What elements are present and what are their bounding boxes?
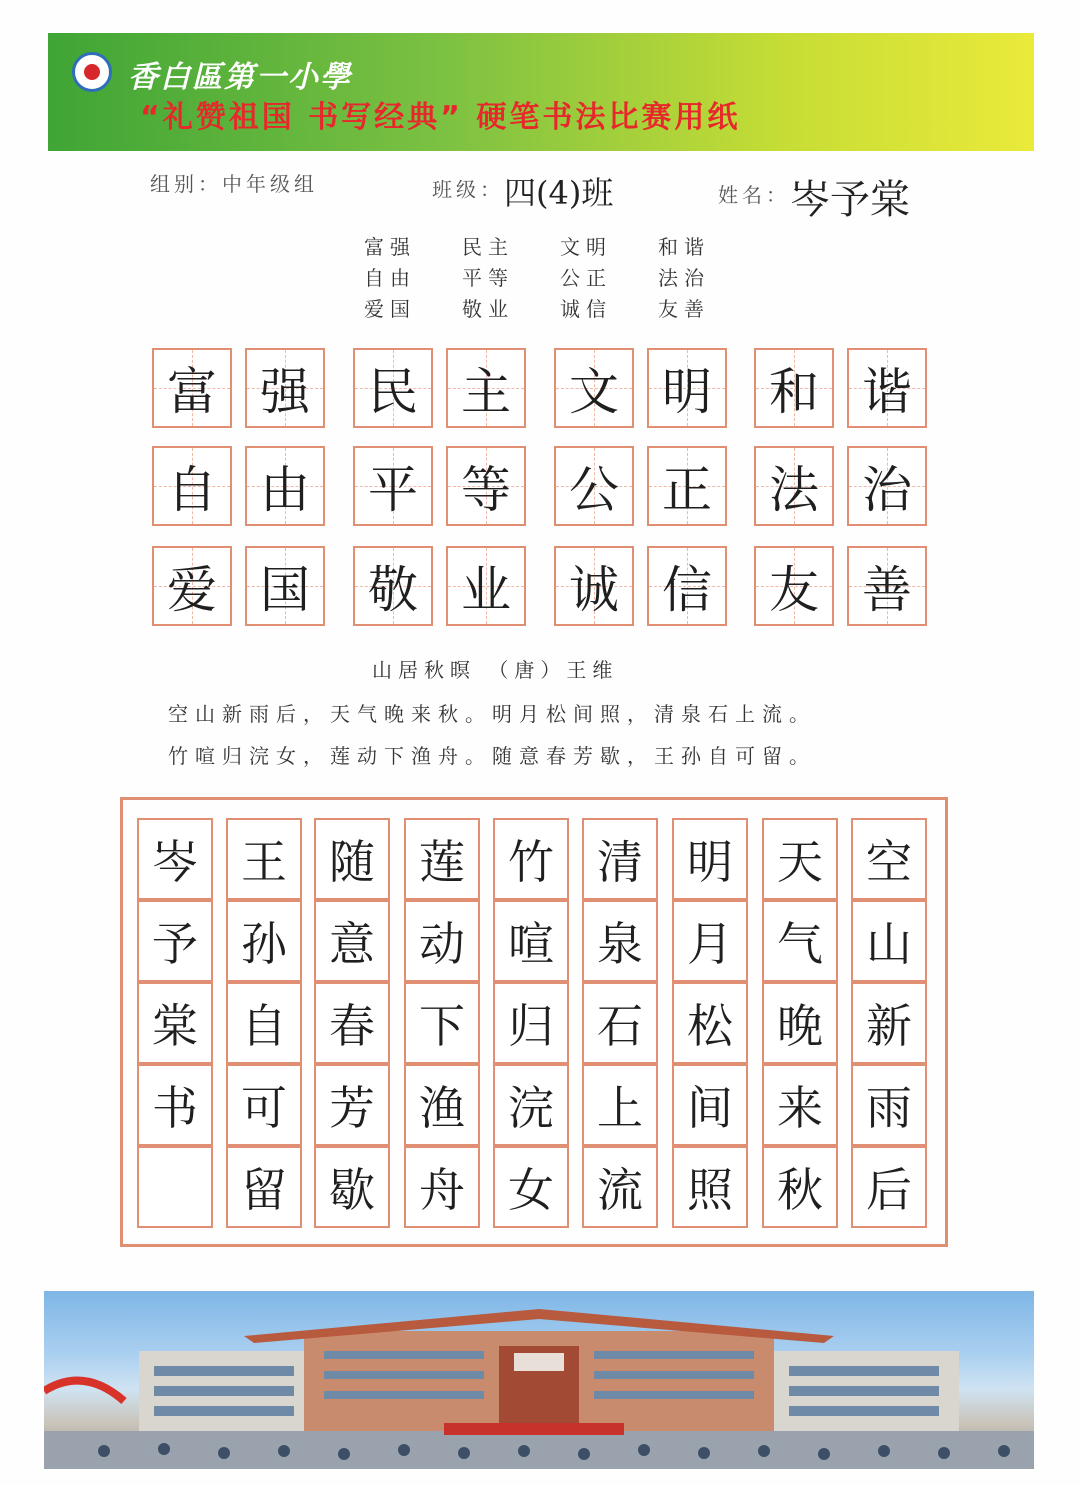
value-word: 自由: [364, 266, 416, 290]
group-value: 中年级组: [222, 172, 318, 196]
poem-character: 书: [152, 1081, 198, 1135]
class-info: [432, 168, 613, 214]
poem-character: 间: [687, 1081, 733, 1135]
poem-cell: [672, 1146, 748, 1228]
poem-cell: [226, 900, 302, 982]
practice-character: 爱: [167, 561, 217, 619]
poem-character: [139, 1148, 211, 1226]
contest-title: “礼赞祖国 书写经典” 硬笔书法比赛用纸: [140, 100, 741, 135]
poem-cell: [404, 1064, 480, 1146]
practice-character: 公: [569, 461, 619, 519]
practice-character: 等: [461, 461, 511, 519]
practice-character: 富: [167, 363, 217, 421]
practice-cell: [754, 546, 834, 626]
poem-character: 芳: [329, 1081, 375, 1135]
practice-cell: [647, 446, 727, 526]
poem-cell: [582, 1146, 658, 1228]
poem-cell: [404, 982, 480, 1064]
poem-cell: [226, 1146, 302, 1228]
poem-character: 新: [866, 999, 912, 1053]
poem-character: 天: [777, 835, 823, 889]
practice-cell: [446, 446, 526, 526]
poem-character: 上: [597, 1081, 643, 1135]
poem-cell: [582, 982, 658, 1064]
value-word: 和谐: [658, 235, 710, 259]
practice-cell: [647, 546, 727, 626]
poem-cell: [137, 900, 213, 982]
values-row: [364, 232, 756, 263]
poem-character: 照: [687, 1163, 733, 1217]
core-values-table: [364, 232, 756, 325]
poem-cell: [851, 982, 927, 1064]
name-value: 岑予棠: [790, 177, 910, 223]
poem-cell: [226, 818, 302, 900]
practice-character: 敬: [368, 561, 418, 619]
poem-cell: [582, 1064, 658, 1146]
poem-character: 气: [777, 917, 823, 971]
poem-cell: [493, 982, 569, 1064]
value-word: 公正: [560, 266, 612, 290]
poem-character: 莲: [419, 835, 465, 889]
practice-cell: [754, 446, 834, 526]
poem-character: 空: [866, 835, 912, 889]
poem-character: 泉: [597, 917, 643, 971]
poem-character: 晚: [777, 999, 823, 1053]
poem-title: 山居秋暝 （唐）王维: [372, 658, 619, 682]
value-word: 友善: [658, 297, 710, 321]
poem-cell: [404, 900, 480, 982]
poem-cell: [137, 982, 213, 1064]
poem-cell: [314, 818, 390, 900]
values-row: [364, 294, 756, 325]
poem-cell: [226, 982, 302, 1064]
poem-cell: [851, 1146, 927, 1228]
values-row: [364, 263, 756, 294]
practice-character: 平: [368, 461, 418, 519]
poem-character: 棠: [152, 999, 198, 1053]
poem-character: 留: [241, 1163, 287, 1217]
poem-character: 流: [597, 1163, 643, 1217]
poem-character: 归: [508, 999, 554, 1053]
poem-cell: [314, 1146, 390, 1228]
practice-character: 由: [260, 461, 310, 519]
practice-cell: [446, 546, 526, 626]
practice-character: 友: [769, 561, 819, 619]
poem-character: 意: [329, 917, 375, 971]
practice-character: 正: [662, 461, 712, 519]
value-word: 民主: [462, 235, 514, 259]
practice-cell: [647, 348, 727, 428]
practice-cell: [754, 348, 834, 428]
poem-cell: [226, 1064, 302, 1146]
poem-character: 王: [241, 835, 287, 889]
poem-cell: [493, 900, 569, 982]
poem-line-1: 空山新雨后，天气晚来秋。明月松间照，清泉石上流。: [168, 702, 816, 726]
poem-character: 浣: [508, 1081, 554, 1135]
poem-cell: [851, 818, 927, 900]
poem-character: 岑: [152, 835, 198, 889]
poem-character: 山: [866, 917, 912, 971]
value-word: 法治: [658, 266, 710, 290]
poem-cell: [672, 982, 748, 1064]
practice-cell: [847, 348, 927, 428]
practice-cell: [847, 446, 927, 526]
poem-character: 石: [597, 999, 643, 1053]
poem-character: 月: [687, 917, 733, 971]
poem-character: 下: [419, 999, 465, 1053]
practice-cell: [353, 348, 433, 428]
practice-character: 自: [167, 461, 217, 519]
poem-cell: [137, 818, 213, 900]
poem-character: 自: [241, 999, 287, 1053]
poem-character: 来: [777, 1081, 823, 1135]
practice-cell: [353, 446, 433, 526]
poem-cell: [851, 900, 927, 982]
school-logo: [72, 52, 112, 92]
poem-cell: [314, 1064, 390, 1146]
practice-character: 法: [769, 461, 819, 519]
practice-character: 信: [662, 561, 712, 619]
poem-character: 予: [152, 917, 198, 971]
practice-cell: [152, 446, 232, 526]
poem-character: 春: [329, 999, 375, 1053]
poem-character: 明: [687, 835, 733, 889]
poem-cell: [762, 1064, 838, 1146]
poem-character: 可: [241, 1081, 287, 1135]
practice-cell: [152, 546, 232, 626]
poem-character: 随: [329, 835, 375, 889]
poem-character: 雨: [866, 1081, 912, 1135]
poem-character: 喧: [508, 917, 554, 971]
practice-character: 国: [260, 561, 310, 619]
practice-character: 主: [461, 363, 511, 421]
poem-cell: [582, 900, 658, 982]
poem-cell: [493, 818, 569, 900]
poem-character: 舟: [419, 1163, 465, 1217]
value-word: 爱国: [364, 297, 416, 321]
practice-cell: [554, 348, 634, 428]
value-word: 平等: [462, 266, 514, 290]
poem-character: 动: [419, 917, 465, 971]
practice-character: 治: [862, 461, 912, 519]
poem-cell: [672, 1064, 748, 1146]
practice-cell: [446, 348, 526, 428]
poem-cell: [137, 1146, 213, 1228]
poem-cell: [493, 1146, 569, 1228]
practice-character: 诚: [569, 561, 619, 619]
practice-character: 善: [862, 561, 912, 619]
poem-cell: [404, 1146, 480, 1228]
name-info: [718, 168, 910, 225]
poem-character: 渔: [419, 1081, 465, 1135]
poem-cell: [762, 982, 838, 1064]
practice-character: 谐: [862, 363, 912, 421]
poem-cell: [762, 900, 838, 982]
practice-cell: [245, 446, 325, 526]
name-label: 姓名：: [718, 183, 790, 207]
practice-cell: [152, 348, 232, 428]
class-value: 四(4)班: [504, 174, 614, 212]
poem-character: 清: [597, 835, 643, 889]
poem-cell: [404, 818, 480, 900]
poem-cell: [672, 818, 748, 900]
school-building-photo: [44, 1291, 1034, 1469]
poem-cell: [314, 982, 390, 1064]
practice-character: 和: [769, 363, 819, 421]
practice-character: 强: [260, 363, 310, 421]
practice-character: 明: [662, 363, 712, 421]
poem-character: 孙: [241, 917, 287, 971]
value-word: 敬业: [462, 297, 514, 321]
poem-line-2: 竹喧归浣女，莲动下渔舟。随意春芳歇，王孙自可留。: [168, 744, 816, 768]
practice-cell: [554, 546, 634, 626]
school-name: 香白區第一小學: [128, 60, 352, 95]
poem-character: 女: [508, 1163, 554, 1217]
value-word: 诚信: [560, 297, 612, 321]
poem-cell: [582, 818, 658, 900]
poem-character: 松: [687, 999, 733, 1053]
poem-character: 后: [866, 1163, 912, 1217]
practice-cell: [353, 546, 433, 626]
poem-cell: [672, 900, 748, 982]
poem-character: 歇: [329, 1163, 375, 1217]
practice-character: 文: [569, 363, 619, 421]
poem-cell: [762, 1146, 838, 1228]
poem-cell: [493, 1064, 569, 1146]
poem-character: 竹: [508, 835, 554, 889]
value-word: 文明: [560, 235, 612, 259]
practice-cell: [245, 546, 325, 626]
poem-character: 秋: [777, 1163, 823, 1217]
practice-character: 民: [368, 363, 418, 421]
practice-cell: [847, 546, 927, 626]
poem-cell: [851, 1064, 927, 1146]
poem-cell: [137, 1064, 213, 1146]
practice-character: 业: [461, 561, 511, 619]
practice-cell: [245, 348, 325, 428]
value-word: 富强: [364, 235, 416, 259]
class-label: 班级：: [432, 177, 504, 202]
practice-cell: [554, 446, 634, 526]
group-info: [150, 168, 318, 197]
school-building-illustration: [44, 1291, 1034, 1469]
poem-cell: [762, 818, 838, 900]
poem-cell: [314, 900, 390, 982]
group-label: 组别：: [150, 172, 222, 196]
